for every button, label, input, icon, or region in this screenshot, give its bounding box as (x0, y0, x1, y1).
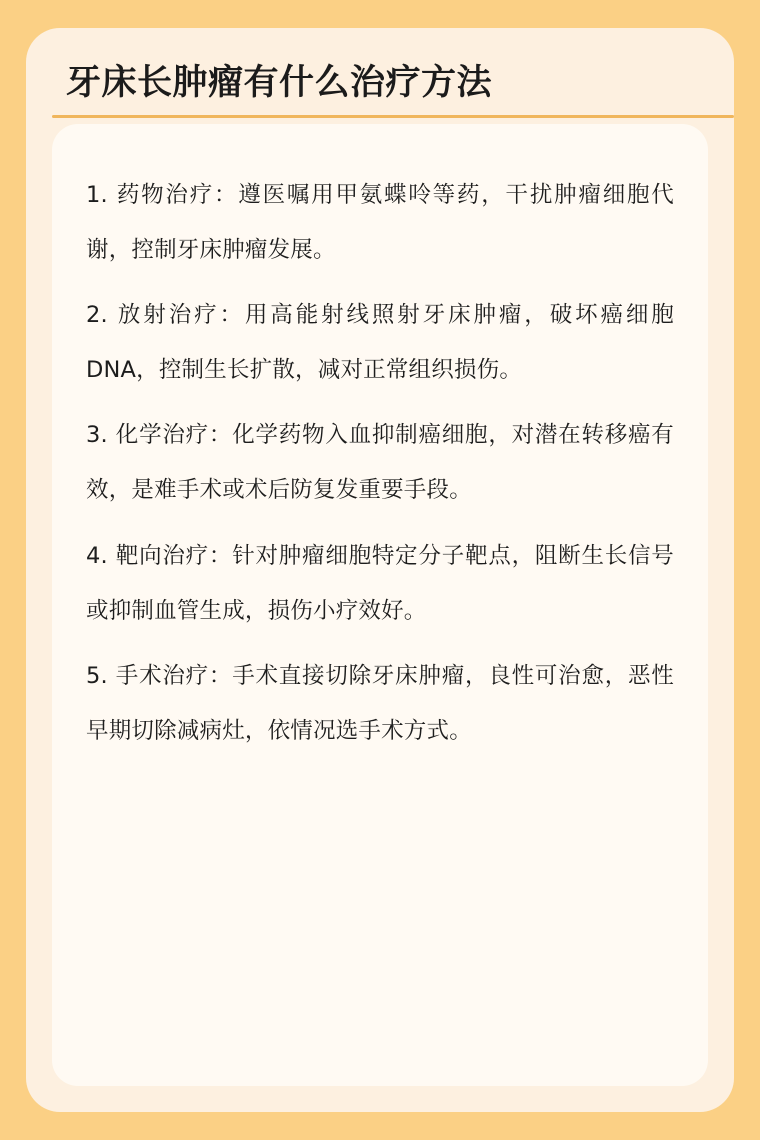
page-title: 牙床长肿瘤有什么治疗方法 (66, 63, 493, 103)
list-item: 3. 化学治疗：化学药物入血抑制癌细胞，对潜在转移癌有效，是难手术或术后防复发重要手段。 (86, 422, 674, 504)
treatment-list-panel (52, 124, 708, 1086)
content-card (26, 28, 734, 1112)
list-item: 1. 药物治疗：遵医嘱用甲氨蝶呤等药，干扰肿瘤细胞代谢，控制牙床肿瘤发展。 (86, 181, 674, 263)
list-item: 4. 靶向治疗：针对肿瘤细胞特定分子靶点，阻断生长信号或抑制血管生成，损伤小疗效好。 (86, 542, 674, 624)
title-underline-divider (52, 115, 734, 118)
list-item: 5. 手术治疗：手术直接切除牙床肿瘤，良性可治愈，恶性早期切除减病灶，依情况选手术方式。 (86, 662, 674, 744)
title-bar (52, 62, 708, 124)
list-item: 2. 放射治疗：用高能射线照射牙床肿瘤，破坏癌细胞DNA，控制生长扩散，减对正常组织损伤。 (86, 302, 674, 384)
